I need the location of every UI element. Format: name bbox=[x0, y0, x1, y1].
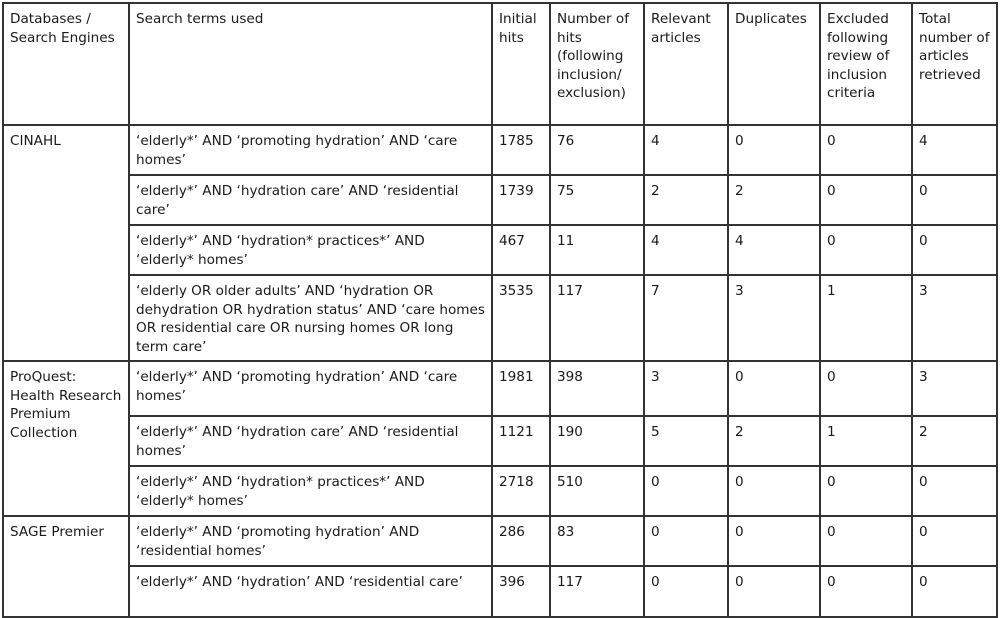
excluded-cell: 1 bbox=[820, 416, 912, 466]
header-initial-hits: Initial hits bbox=[492, 3, 550, 125]
relevant-cell: 0 bbox=[644, 566, 728, 617]
excluded-cell: 0 bbox=[820, 225, 912, 275]
total-cell: 0 bbox=[912, 566, 997, 617]
relevant-cell: 0 bbox=[644, 466, 728, 516]
terms-cell: ‘elderly*’ AND ‘hydration care’ AND ‘residential homes’ bbox=[129, 416, 492, 466]
terms-cell: ‘elderly*’ AND ‘hydration* practices*’ AND ‘elderly* homes’ bbox=[129, 225, 492, 275]
terms-cell: ‘elderly*’ AND ‘promoting hydration’ AND ‘residential homes’ bbox=[129, 516, 492, 566]
table-row bbox=[3, 175, 997, 225]
initial-cell: 1981 bbox=[492, 361, 550, 416]
total-cell: 2 bbox=[912, 416, 997, 466]
header-number-of-hits: Number of hits (following inclusion/ exclusion) bbox=[550, 3, 644, 125]
number-cell: 190 bbox=[550, 416, 644, 466]
number-cell: 398 bbox=[550, 361, 644, 416]
terms-cell: ‘elderly*’ AND ‘hydration’ AND ‘residential care’ bbox=[129, 566, 492, 617]
excluded-cell: 0 bbox=[820, 516, 912, 566]
excluded-cell: 1 bbox=[820, 275, 912, 361]
db-cell: CINAHL bbox=[3, 125, 129, 361]
initial-cell: 3535 bbox=[492, 275, 550, 361]
header-duplicates: Duplicates bbox=[728, 3, 820, 125]
db-cell: ProQuest: Health Research Premium Collection bbox=[3, 361, 129, 516]
relevant-cell: 4 bbox=[644, 225, 728, 275]
table-row bbox=[3, 516, 997, 566]
total-cell: 4 bbox=[912, 125, 997, 175]
header-row bbox=[3, 3, 997, 125]
duplicates-cell: 3 bbox=[728, 275, 820, 361]
header-relevant: Relevant articles bbox=[644, 3, 728, 125]
header-db: Databases / Search Engines bbox=[3, 3, 129, 125]
relevant-cell: 2 bbox=[644, 175, 728, 225]
initial-cell: 467 bbox=[492, 225, 550, 275]
table-row bbox=[3, 566, 997, 617]
terms-cell: ‘elderly*’ AND ‘hydration* practices*’ AND ‘elderly* homes’ bbox=[129, 466, 492, 516]
duplicates-cell: 0 bbox=[728, 566, 820, 617]
terms-cell: ‘elderly*’ AND ‘promoting hydration’ AND ‘care homes’ bbox=[129, 361, 492, 416]
relevant-cell: 4 bbox=[644, 125, 728, 175]
terms-cell: ‘elderly*’ AND ‘hydration care’ AND ‘residential care’ bbox=[129, 175, 492, 225]
total-cell: 3 bbox=[912, 361, 997, 416]
relevant-cell: 7 bbox=[644, 275, 728, 361]
total-cell: 0 bbox=[912, 175, 997, 225]
total-cell: 0 bbox=[912, 466, 997, 516]
total-cell: 0 bbox=[912, 516, 997, 566]
excluded-cell: 0 bbox=[820, 125, 912, 175]
table-row bbox=[3, 361, 997, 416]
table-row bbox=[3, 225, 997, 275]
duplicates-cell: 4 bbox=[728, 225, 820, 275]
search-results-table bbox=[2, 2, 998, 618]
header-excluded: Excluded following review of inclusion criteria bbox=[820, 3, 912, 125]
total-cell: 0 bbox=[912, 225, 997, 275]
table-row bbox=[3, 416, 997, 466]
relevant-cell: 5 bbox=[644, 416, 728, 466]
number-cell: 117 bbox=[550, 275, 644, 361]
total-cell: 3 bbox=[912, 275, 997, 361]
number-cell: 75 bbox=[550, 175, 644, 225]
excluded-cell: 0 bbox=[820, 466, 912, 516]
db-cell: SAGE Premier bbox=[3, 516, 129, 617]
number-cell: 510 bbox=[550, 466, 644, 516]
terms-cell: ‘elderly*’ AND ‘promoting hydration’ AND ‘care homes’ bbox=[129, 125, 492, 175]
duplicates-cell: 0 bbox=[728, 516, 820, 566]
number-cell: 117 bbox=[550, 566, 644, 617]
number-cell: 83 bbox=[550, 516, 644, 566]
initial-cell: 1121 bbox=[492, 416, 550, 466]
initial-cell: 1785 bbox=[492, 125, 550, 175]
header-terms: Search terms used bbox=[129, 3, 492, 125]
duplicates-cell: 2 bbox=[728, 416, 820, 466]
number-cell: 11 bbox=[550, 225, 644, 275]
excluded-cell: 0 bbox=[820, 175, 912, 225]
table-row bbox=[3, 125, 997, 175]
initial-cell: 2718 bbox=[492, 466, 550, 516]
initial-cell: 286 bbox=[492, 516, 550, 566]
duplicates-cell: 0 bbox=[728, 361, 820, 416]
table-row bbox=[3, 466, 997, 516]
relevant-cell: 0 bbox=[644, 516, 728, 566]
excluded-cell: 0 bbox=[820, 361, 912, 416]
header-total: Total number of articles retrieved bbox=[912, 3, 997, 125]
duplicates-cell: 0 bbox=[728, 125, 820, 175]
duplicates-cell: 0 bbox=[728, 466, 820, 516]
terms-cell: ‘elderly OR older adults’ AND ‘hydration OR dehydration OR hydration status’ AND ‘care homes OR residential care OR nursing homes OR long term care’ bbox=[129, 275, 492, 361]
table-row bbox=[3, 275, 997, 361]
initial-cell: 396 bbox=[492, 566, 550, 617]
relevant-cell: 3 bbox=[644, 361, 728, 416]
duplicates-cell: 2 bbox=[728, 175, 820, 225]
initial-cell: 1739 bbox=[492, 175, 550, 225]
excluded-cell: 0 bbox=[820, 566, 912, 617]
number-cell: 76 bbox=[550, 125, 644, 175]
